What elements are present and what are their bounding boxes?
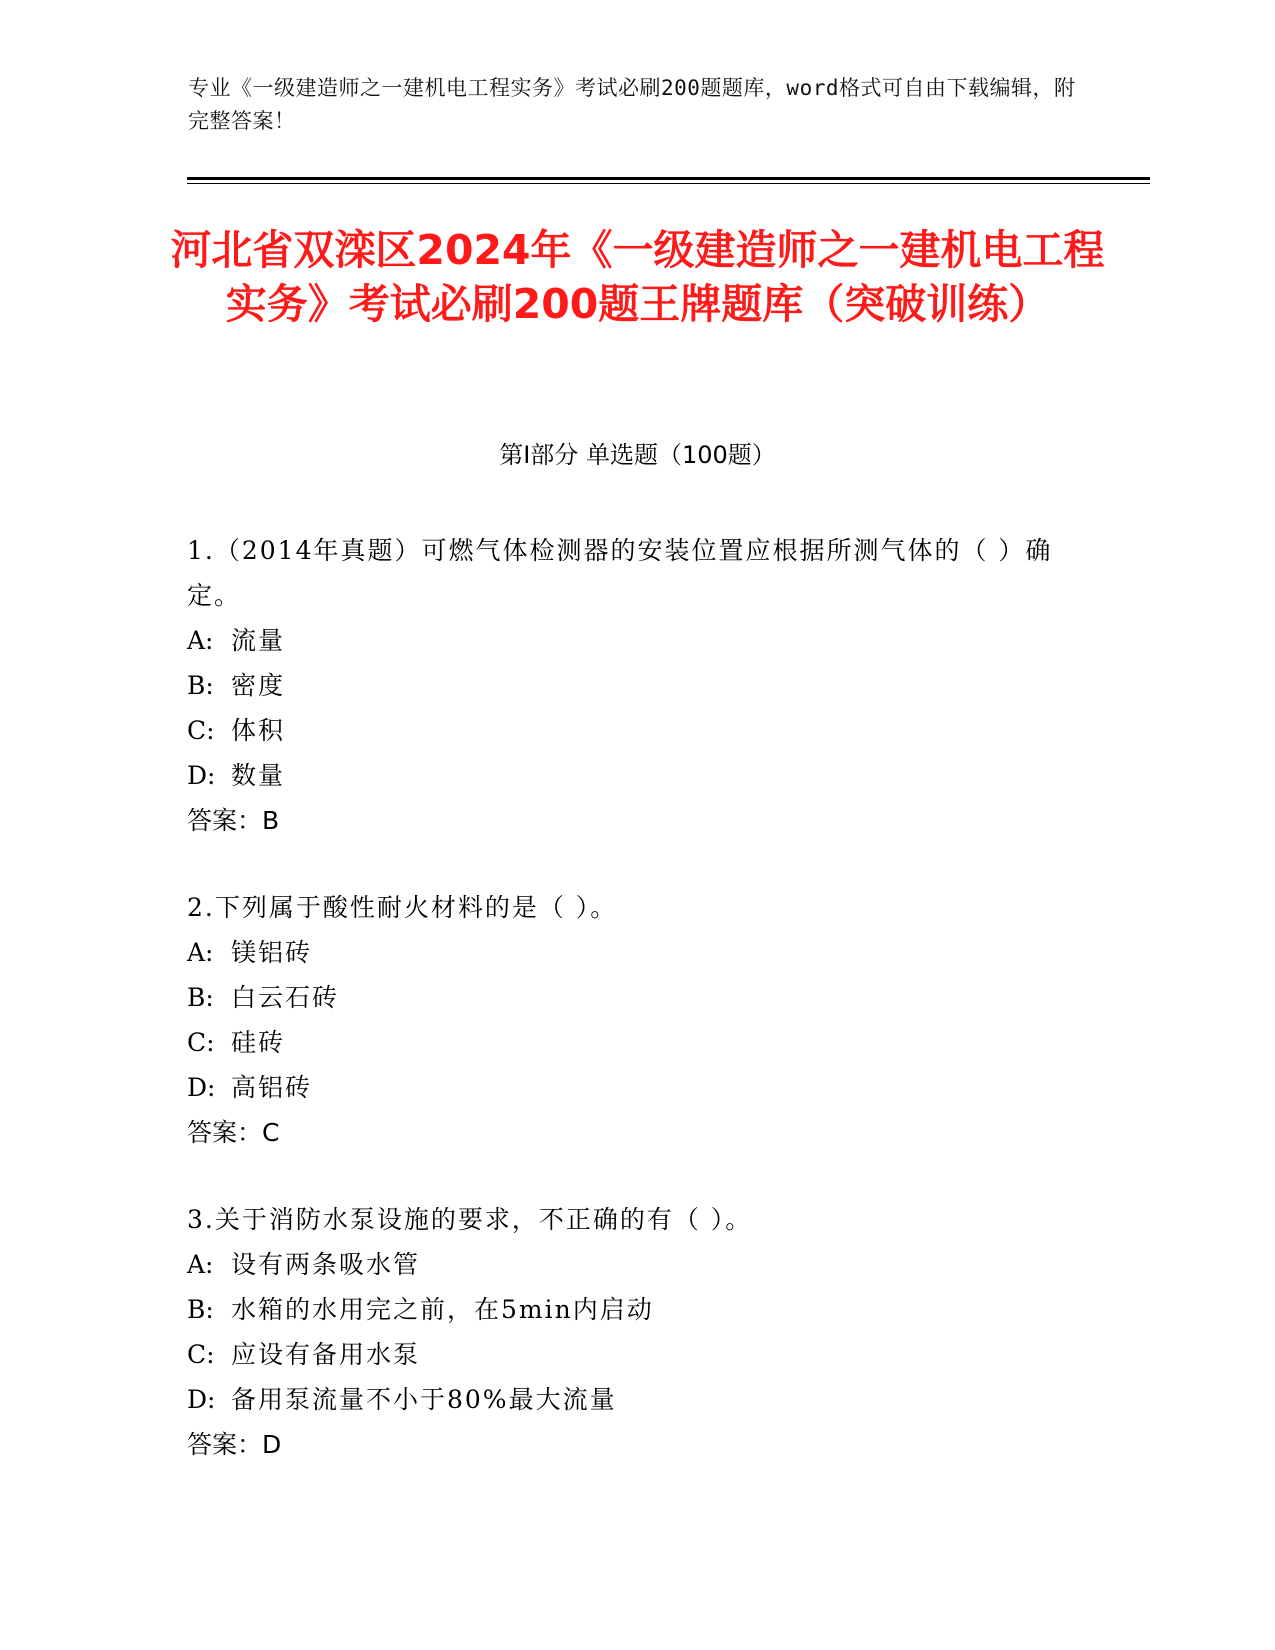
option-letter: C: (187, 1028, 215, 1057)
option-letter: A: (187, 626, 214, 655)
option-text: 白云石砖 (231, 983, 340, 1012)
option-letter: B: (187, 671, 214, 700)
answer-line: 答案：B (187, 806, 280, 835)
option-letter: D: (187, 1385, 216, 1414)
option-text: 水箱的水用完之前，在5min内启动 (231, 1295, 654, 1324)
option-text: 应设有备用水泵 (231, 1340, 421, 1369)
option-d (187, 1065, 1067, 1110)
document-title: 河北省双滦区2024年《一级建造师之一建机电工程实务》考试必刷200题王牌题库（突破训练） (170, 226, 1105, 328)
question-stem: 2.下列属于酸性耐火材料的是（ ）。 (187, 893, 618, 922)
answer-line: 答案：D (187, 1430, 282, 1459)
header-divider-thin (187, 183, 1150, 184)
question-stem: 3.关于消防水泵设施的要求，不正确的有（ ）。 (187, 1205, 753, 1234)
option-letter: A: (187, 938, 214, 967)
question-list (187, 528, 1067, 1509)
option-text: 高铝砖 (231, 1073, 313, 1102)
option-text: 镁铝砖 (231, 938, 313, 967)
option-b (187, 975, 1067, 1020)
option-text: 硅砖 (231, 1028, 286, 1057)
option-letter: D: (187, 1073, 216, 1102)
option-text: 备用泵流量不小于80%最大流量 (231, 1385, 617, 1414)
header-note: 专业《一级建造师之一建机电工程实务》考试必刷200题题库，word格式可自由下载编辑，附完整答案！ (188, 76, 1076, 133)
question-1 (187, 528, 1067, 843)
option-b (187, 663, 1067, 708)
option-text: 密度 (231, 671, 286, 700)
option-text: 设有两条吸水管 (231, 1250, 421, 1279)
question-2 (187, 885, 1067, 1155)
option-letter: B: (187, 1295, 214, 1324)
option-letter: D: (187, 761, 216, 790)
question-3 (187, 1197, 1067, 1467)
option-c (187, 1332, 1067, 1377)
section-title: 第I部分 单选题（100题） (499, 441, 776, 469)
option-a (187, 930, 1067, 975)
answer-line: 答案：C (187, 1118, 280, 1147)
option-a (187, 618, 1067, 663)
header-divider-thick (187, 177, 1150, 180)
option-letter: C: (187, 1340, 215, 1369)
option-a (187, 1242, 1067, 1287)
option-b (187, 1287, 1067, 1332)
question-stem: 1.（2014年真题）可燃气体检测器的安装位置应根据所测气体的（ ）确定。 (187, 536, 1053, 610)
option-d (187, 1377, 1067, 1422)
option-letter: A: (187, 1250, 214, 1279)
option-d (187, 753, 1067, 798)
option-c (187, 708, 1067, 753)
option-letter: B: (187, 983, 214, 1012)
option-letter: C: (187, 716, 215, 745)
option-text: 流量 (231, 626, 286, 655)
option-text: 体积 (231, 716, 286, 745)
option-c (187, 1020, 1067, 1065)
option-text: 数量 (231, 761, 286, 790)
